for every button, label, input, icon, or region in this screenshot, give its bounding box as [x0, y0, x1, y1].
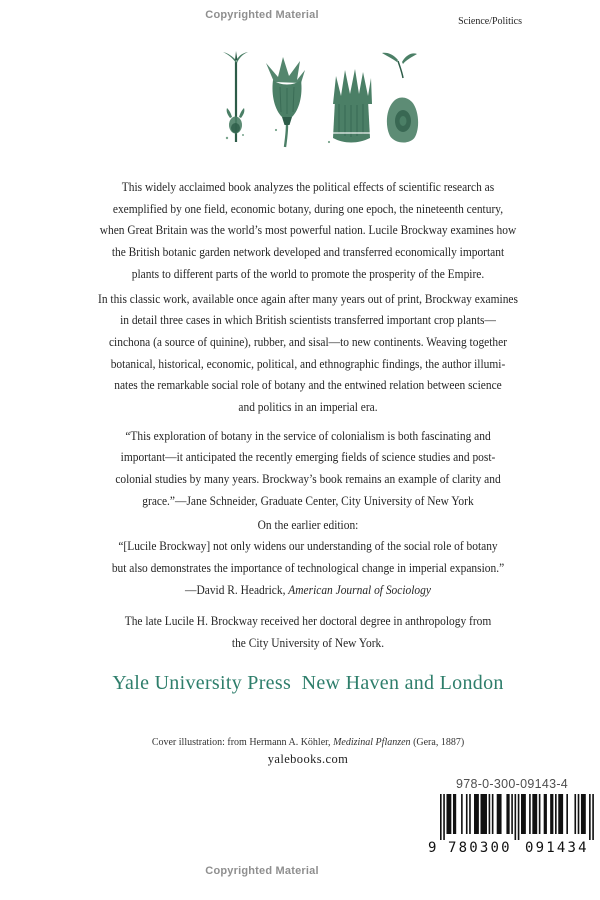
headrick-attribution-name: —David R. Headrick,: [185, 581, 289, 597]
ean-barcode: [424, 792, 600, 856]
category-label: Science/Politics: [458, 16, 522, 27]
botanical-plate-sprig-seed: [382, 53, 418, 143]
author-note: The late Lucile H. Brockway received her doctoral degree in anthropology from the City University of New York.: [124, 613, 492, 651]
cover-illustration-credit: [16, 737, 600, 748]
cover-credit-suffix: (Gera, 1887): [410, 737, 465, 748]
barcode-digits-left-group: 780300: [448, 840, 512, 856]
botanical-plate-calyx-tube: [328, 69, 372, 143]
barcode-bars: [440, 794, 594, 840]
earlier-edition-section: [53, 514, 563, 601]
copyright-watermark-top: Copyrighted Material: [205, 9, 319, 21]
synopsis-paragraph-1: This widely acclaimed book analyzes the political effects of scientific research as exemplified by one field, economic botany, during one epoch, the nineteenth century, when Great Britain was the world’s most powerful nation. Lucile Brockway examines how the British botanic garden network developed and transferred economically important plants to different parts of the world to promote the prosperity of the Empire.: [99, 179, 517, 281]
review-quote-schneider: “This exploration of botany in the service of colonialism is both fascinating and important—it anticipated the recently emerging fields of science studies and post- colonial studies by many years. Brockway’s book remains an example of clarity and grace.”—Jane Schneider, Graduate Center, City University of New York: [115, 427, 501, 508]
synopsis-paragraph-2: In this classic work, available once again after many years out of print, Brockway examines in detail three cases in which British scientists transferred important crop plants— cinchona (a source of quinine), rubber, and sisal—to new continents. Weaving together botanical, historical, economic, political, and ethnographic findings, the author illumi- nates the remarkable social role of botany and the entwined relation between science and politics in an imperial era.: [98, 290, 518, 415]
publisher-website: yalebooks.com: [267, 752, 349, 766]
botanical-plates-illustration: [212, 50, 427, 155]
cover-credit-source: Medizinal Pflanzen: [333, 737, 411, 748]
botanical-plate-bell-flower: [266, 57, 305, 147]
publisher-imprint: Yale University Press New Haven and London: [112, 672, 504, 694]
headrick-attribution: [53, 579, 563, 601]
cover-credit-prefix: Cover illustration: from Hermann A. Köhler,: [151, 737, 334, 748]
review-quote-headrick: “[Lucile Brockway] not only widens our understanding of the social role of botany but also demonstrates the importance of technological change in imperial expansion.”: [111, 538, 505, 575]
barcode-digit-9: 9: [428, 840, 437, 856]
earlier-edition-heading: On the earlier edition:: [257, 516, 359, 532]
isbn-text: 978-0-300-09143-4: [455, 777, 569, 791]
back-cover-text-column: [53, 176, 563, 654]
headrick-attribution-journal: American Journal of Sociology: [288, 581, 431, 597]
copyright-watermark-bottom: Copyrighted Material: [205, 865, 319, 877]
barcode-digits-right-group: 091434: [525, 840, 589, 856]
botanical-plate-stem: [223, 51, 248, 142]
